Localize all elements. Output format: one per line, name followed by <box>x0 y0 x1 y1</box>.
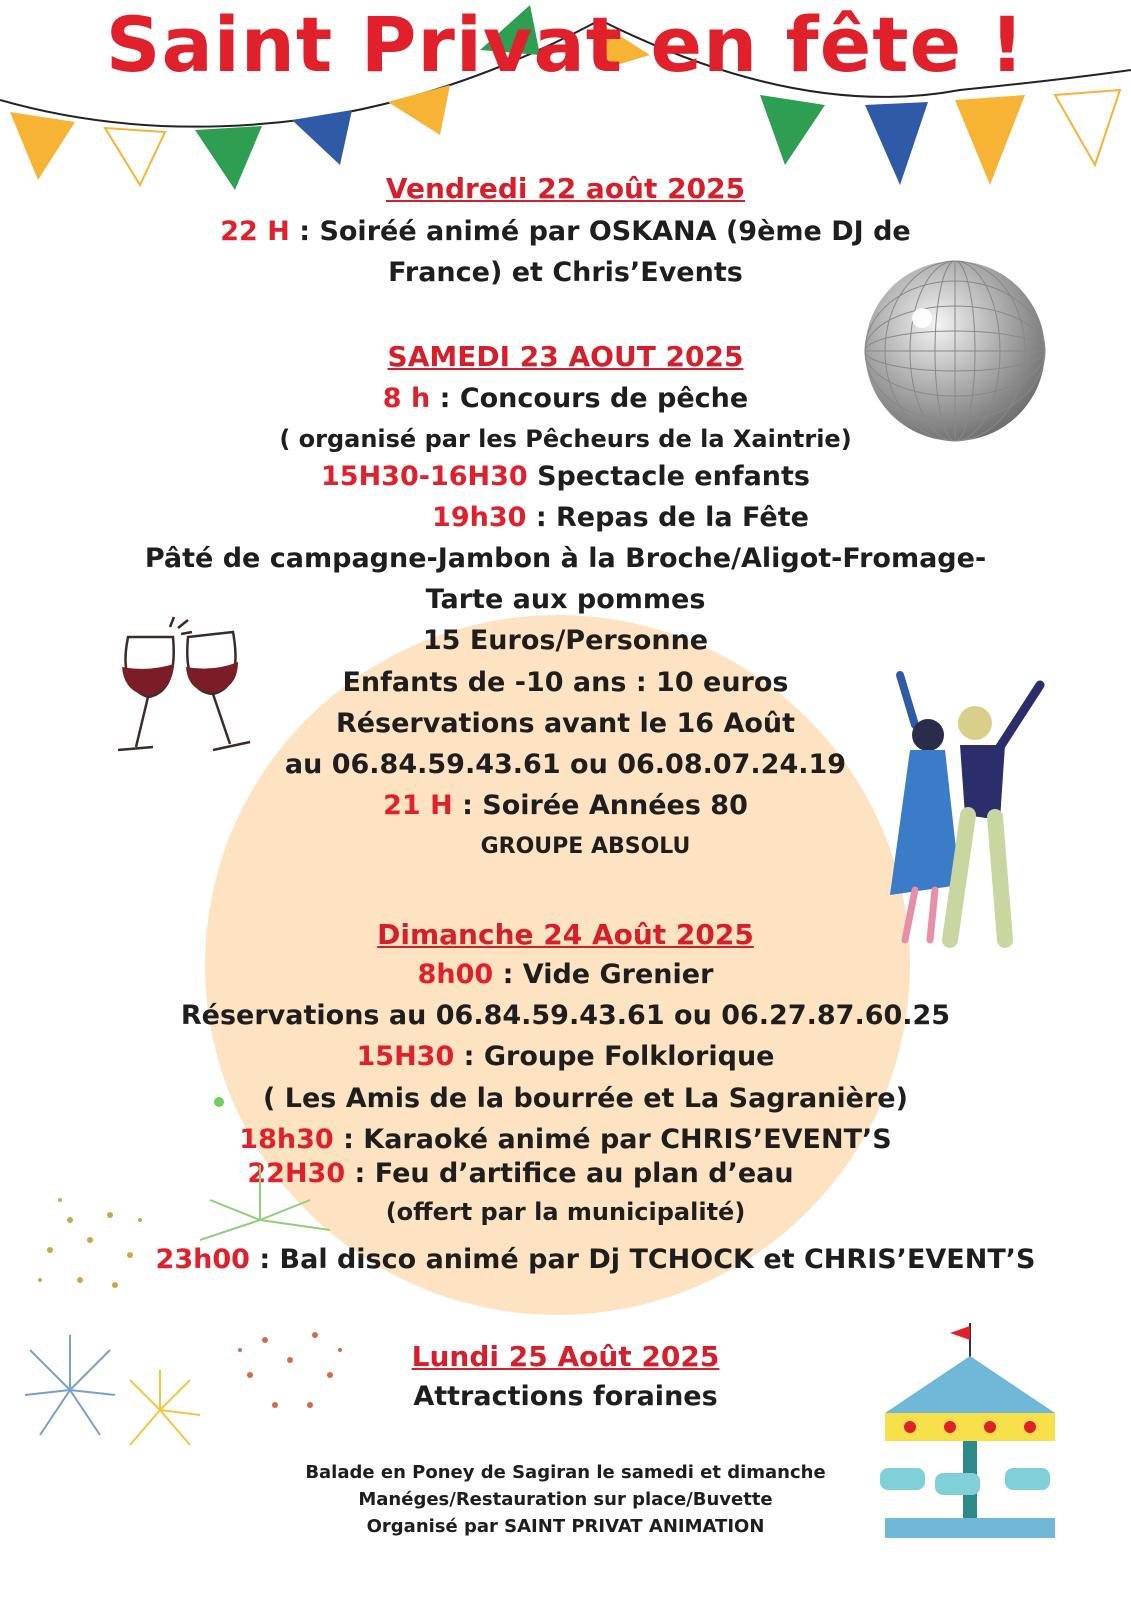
carousel-icon <box>875 1318 1065 1548</box>
saturday-fishing: 8 h : Concours de pêche <box>382 383 749 414</box>
saturday-price-child: Enfants de -10 ans : 10 euros <box>342 667 789 698</box>
friday-heading: Vendredi 22 août 2025 <box>385 172 746 205</box>
saturday-meal: 19h30 : Repas de la Fête <box>432 502 809 533</box>
sunday-disco: 23h00 : Bal disco animé par Dj TCHOCK et CHRIS’EVENT’S <box>155 1244 1036 1275</box>
monday-heading: Lundi 25 Août 2025 <box>411 1340 720 1373</box>
saturday-fishing-note: ( organisé par les Pêcheurs de la Xaintrie) <box>279 425 852 453</box>
sunday-heading: Dimanche 24 Août 2025 <box>377 918 754 951</box>
saturday-band: GROUPE ABSOLU <box>480 834 691 859</box>
dancing-couple-icon <box>880 655 1070 955</box>
saturday-menu-1: Pâté de campagne-Jambon à la Broche/Aligot-Fromage- <box>144 543 987 574</box>
footer-line-1: Balade en Poney de Sagiran le samedi et dimanche <box>305 1462 826 1483</box>
sunday-fireworks: 22H30 : Feu d’artifice au plan d’eau <box>247 1158 794 1189</box>
friday-line-2: France) et Chris’Events <box>388 257 743 288</box>
sunday-folk: 15H30 : Groupe Folklorique <box>356 1041 775 1072</box>
saturday-menu-2: Tarte aux pommes <box>425 584 706 615</box>
sunday-fireworks-note: (offert par la municipalité) <box>385 1198 746 1226</box>
page-title: Saint Privat en fête ! <box>105 0 1026 89</box>
footer-line-2: Manéges/Restauration sur place/Buvette <box>358 1489 773 1510</box>
saturday-heading: SAMEDI 23 AOUT 2025 <box>387 340 744 373</box>
sunday-karaoke: 18h30 : Karaoké animé par CHRIS’EVENT’S <box>239 1124 892 1155</box>
friday-line-1: 22 H : Soiréé animé par OSKANA (9ème DJ de <box>220 216 911 247</box>
saturday-phones: au 06.84.59.43.61 ou 06.08.07.24.19 <box>284 749 847 780</box>
sunday-flea: 8h00 : Vide Grenier <box>417 959 714 990</box>
sunday-flea-booking: Réservations au 06.84.59.43.61 ou 06.27.87.60.25 <box>180 1000 951 1031</box>
saturday-booking: Réservations avant le 16 Août <box>335 708 796 739</box>
saturday-kids: 15H30-16H30 Spectacle enfants <box>321 461 810 492</box>
monday-text: Attractions foraines <box>413 1381 718 1412</box>
fireworks-icon <box>10 1160 370 1500</box>
wine-glasses-icon <box>108 612 258 762</box>
footer-line-3: Organisé par SAINT PRIVAT ANIMATION <box>366 1516 765 1537</box>
sunday-folk-groups: ( Les Amis de la bourrée et La Sagranière) <box>263 1083 908 1114</box>
saturday-party: 21 H : Soirée Années 80 <box>383 790 748 821</box>
saturday-price-adult: 15 Euros/Personne <box>422 625 709 656</box>
